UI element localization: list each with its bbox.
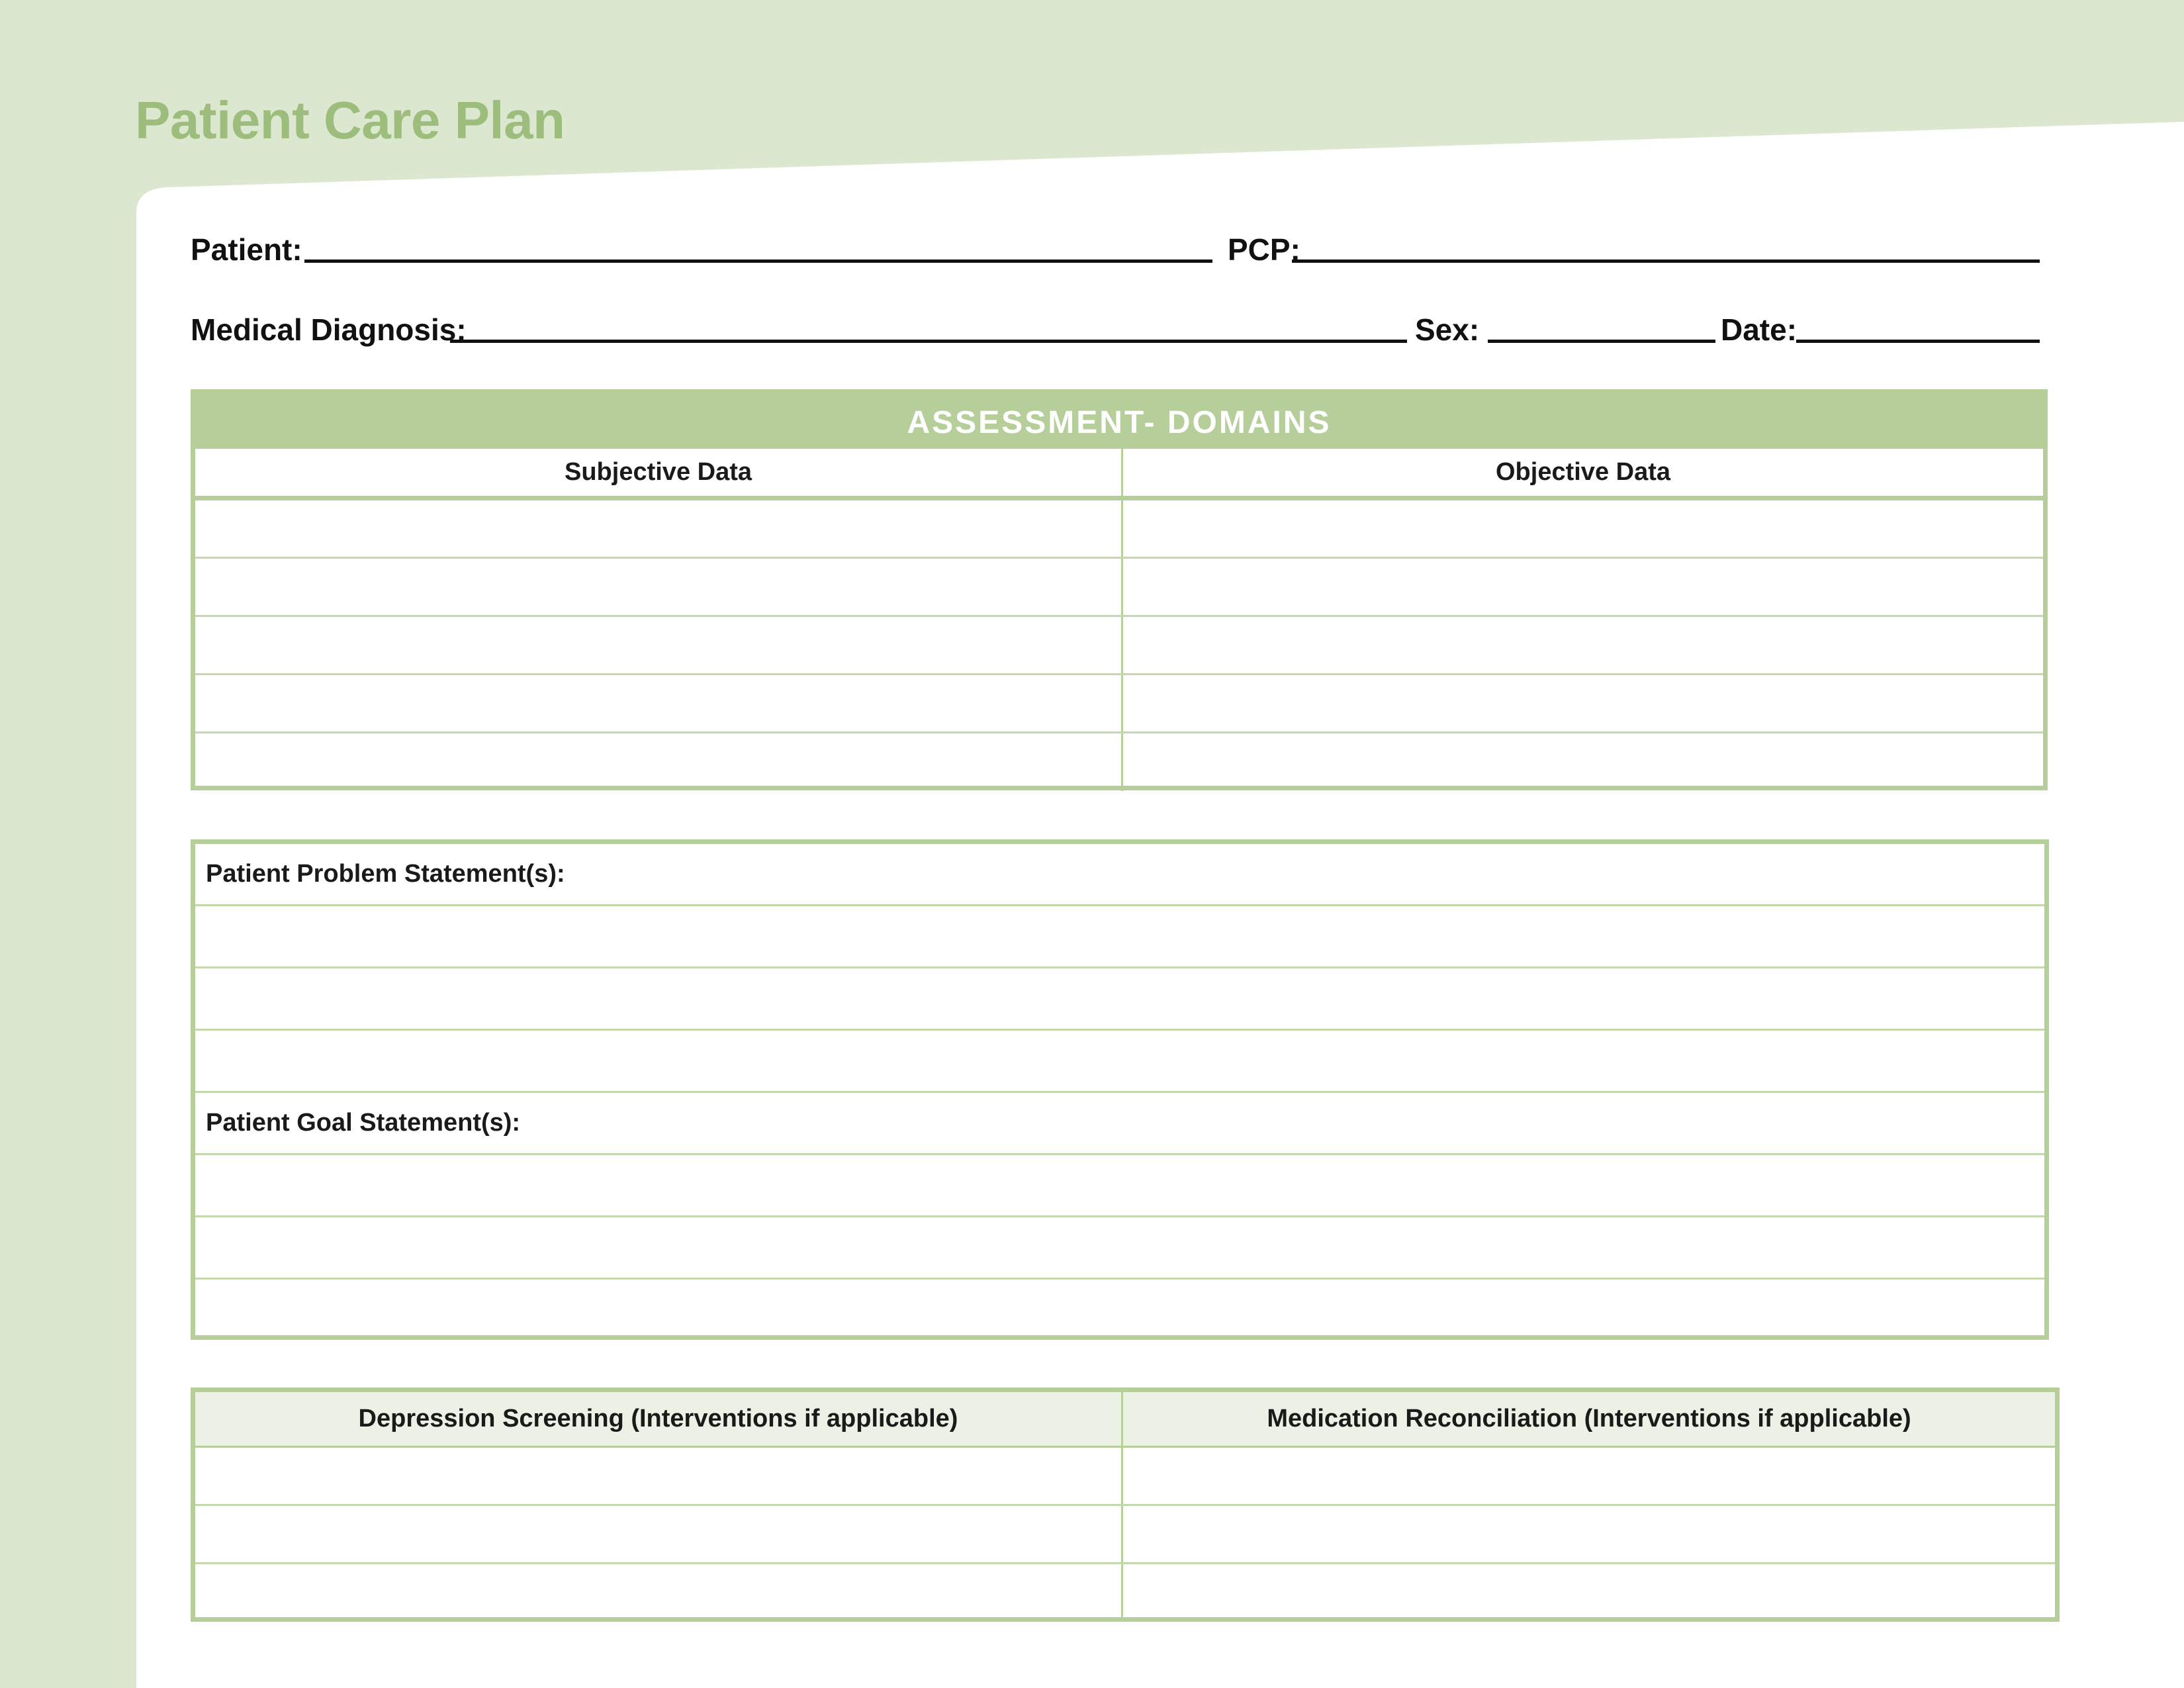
- page-title: Patient Care Plan: [135, 91, 565, 150]
- table-row: [195, 733, 2043, 791]
- statements-table: [191, 839, 2049, 1340]
- problem-statement-line[interactable]: [195, 1031, 2044, 1093]
- goal-statement-label: Patient Goal Statement(s):: [206, 1109, 521, 1137]
- medication-reconciliation-cell[interactable]: [1123, 1564, 2055, 1617]
- diagnosis-field[interactable]: [450, 340, 1407, 343]
- subjective-data-cell[interactable]: [195, 617, 1123, 673]
- table-row: [195, 559, 2043, 617]
- table-row: [195, 500, 2043, 559]
- goal-statement-line[interactable]: [195, 1155, 2044, 1217]
- sex-field[interactable]: [1488, 340, 1715, 343]
- objective-data-header: Objective Data: [1496, 458, 1670, 486]
- subjective-data-cell[interactable]: [195, 500, 1123, 557]
- depression-screening-header: Depression Screening (Interventions if applicable): [195, 1392, 1123, 1446]
- date-field[interactable]: [1796, 340, 2040, 343]
- table-row: [195, 1506, 2055, 1564]
- objective-data-cell[interactable]: [1123, 733, 2043, 791]
- depression-screening-cell[interactable]: [195, 1506, 1123, 1562]
- subjective-data-cell[interactable]: [195, 675, 1123, 731]
- pcp-field[interactable]: [1292, 259, 2040, 263]
- table-row: [195, 1448, 2055, 1506]
- table-row: [195, 675, 2043, 733]
- diagnosis-label: Medical Diagnosis:: [191, 312, 467, 347]
- medication-reconciliation-header: Medication Reconciliation (Interventions if applicable): [1267, 1405, 1911, 1432]
- pcp-label: PCP:: [1228, 232, 1300, 267]
- interventions-table: [191, 1387, 2060, 1622]
- date-label: Date:: [1721, 312, 1797, 347]
- sex-label: Sex:: [1415, 312, 1480, 347]
- goal-statement-line[interactable]: [195, 1280, 2044, 1338]
- goal-statement-line[interactable]: [195, 1217, 2044, 1280]
- problem-statement-line[interactable]: [195, 906, 2044, 968]
- subjective-data-cell[interactable]: [195, 733, 1123, 791]
- patient-field[interactable]: [304, 259, 1212, 263]
- subjective-data-cell[interactable]: [195, 559, 1123, 615]
- problem-statement-label: Patient Problem Statement(s):: [206, 860, 565, 888]
- objective-data-cell[interactable]: [1123, 675, 2043, 731]
- assessment-column-headers: [195, 449, 2043, 500]
- problem-statement-label-row: [195, 844, 2044, 906]
- patient-label: Patient:: [191, 232, 302, 267]
- objective-data-cell[interactable]: [1123, 559, 2043, 615]
- medication-reconciliation-cell[interactable]: [1123, 1506, 2055, 1562]
- depression-screening-cell[interactable]: [195, 1564, 1123, 1617]
- table-row: [195, 1564, 2055, 1617]
- depression-screening-cell[interactable]: [195, 1448, 1123, 1504]
- objective-data-cell[interactable]: [1123, 617, 2043, 673]
- interventions-column-headers: [195, 1392, 2055, 1448]
- medication-reconciliation-cell[interactable]: [1123, 1448, 2055, 1504]
- objective-data-cell[interactable]: [1123, 500, 2043, 557]
- problem-statement-line[interactable]: [195, 968, 2044, 1031]
- subjective-data-header: Subjective Data: [195, 449, 1123, 496]
- table-row: [195, 617, 2043, 675]
- assessment-header: ASSESSMENT- DOMAINS: [195, 394, 2043, 449]
- goal-statement-label-row: [195, 1093, 2044, 1155]
- assessment-table: [191, 389, 2048, 790]
